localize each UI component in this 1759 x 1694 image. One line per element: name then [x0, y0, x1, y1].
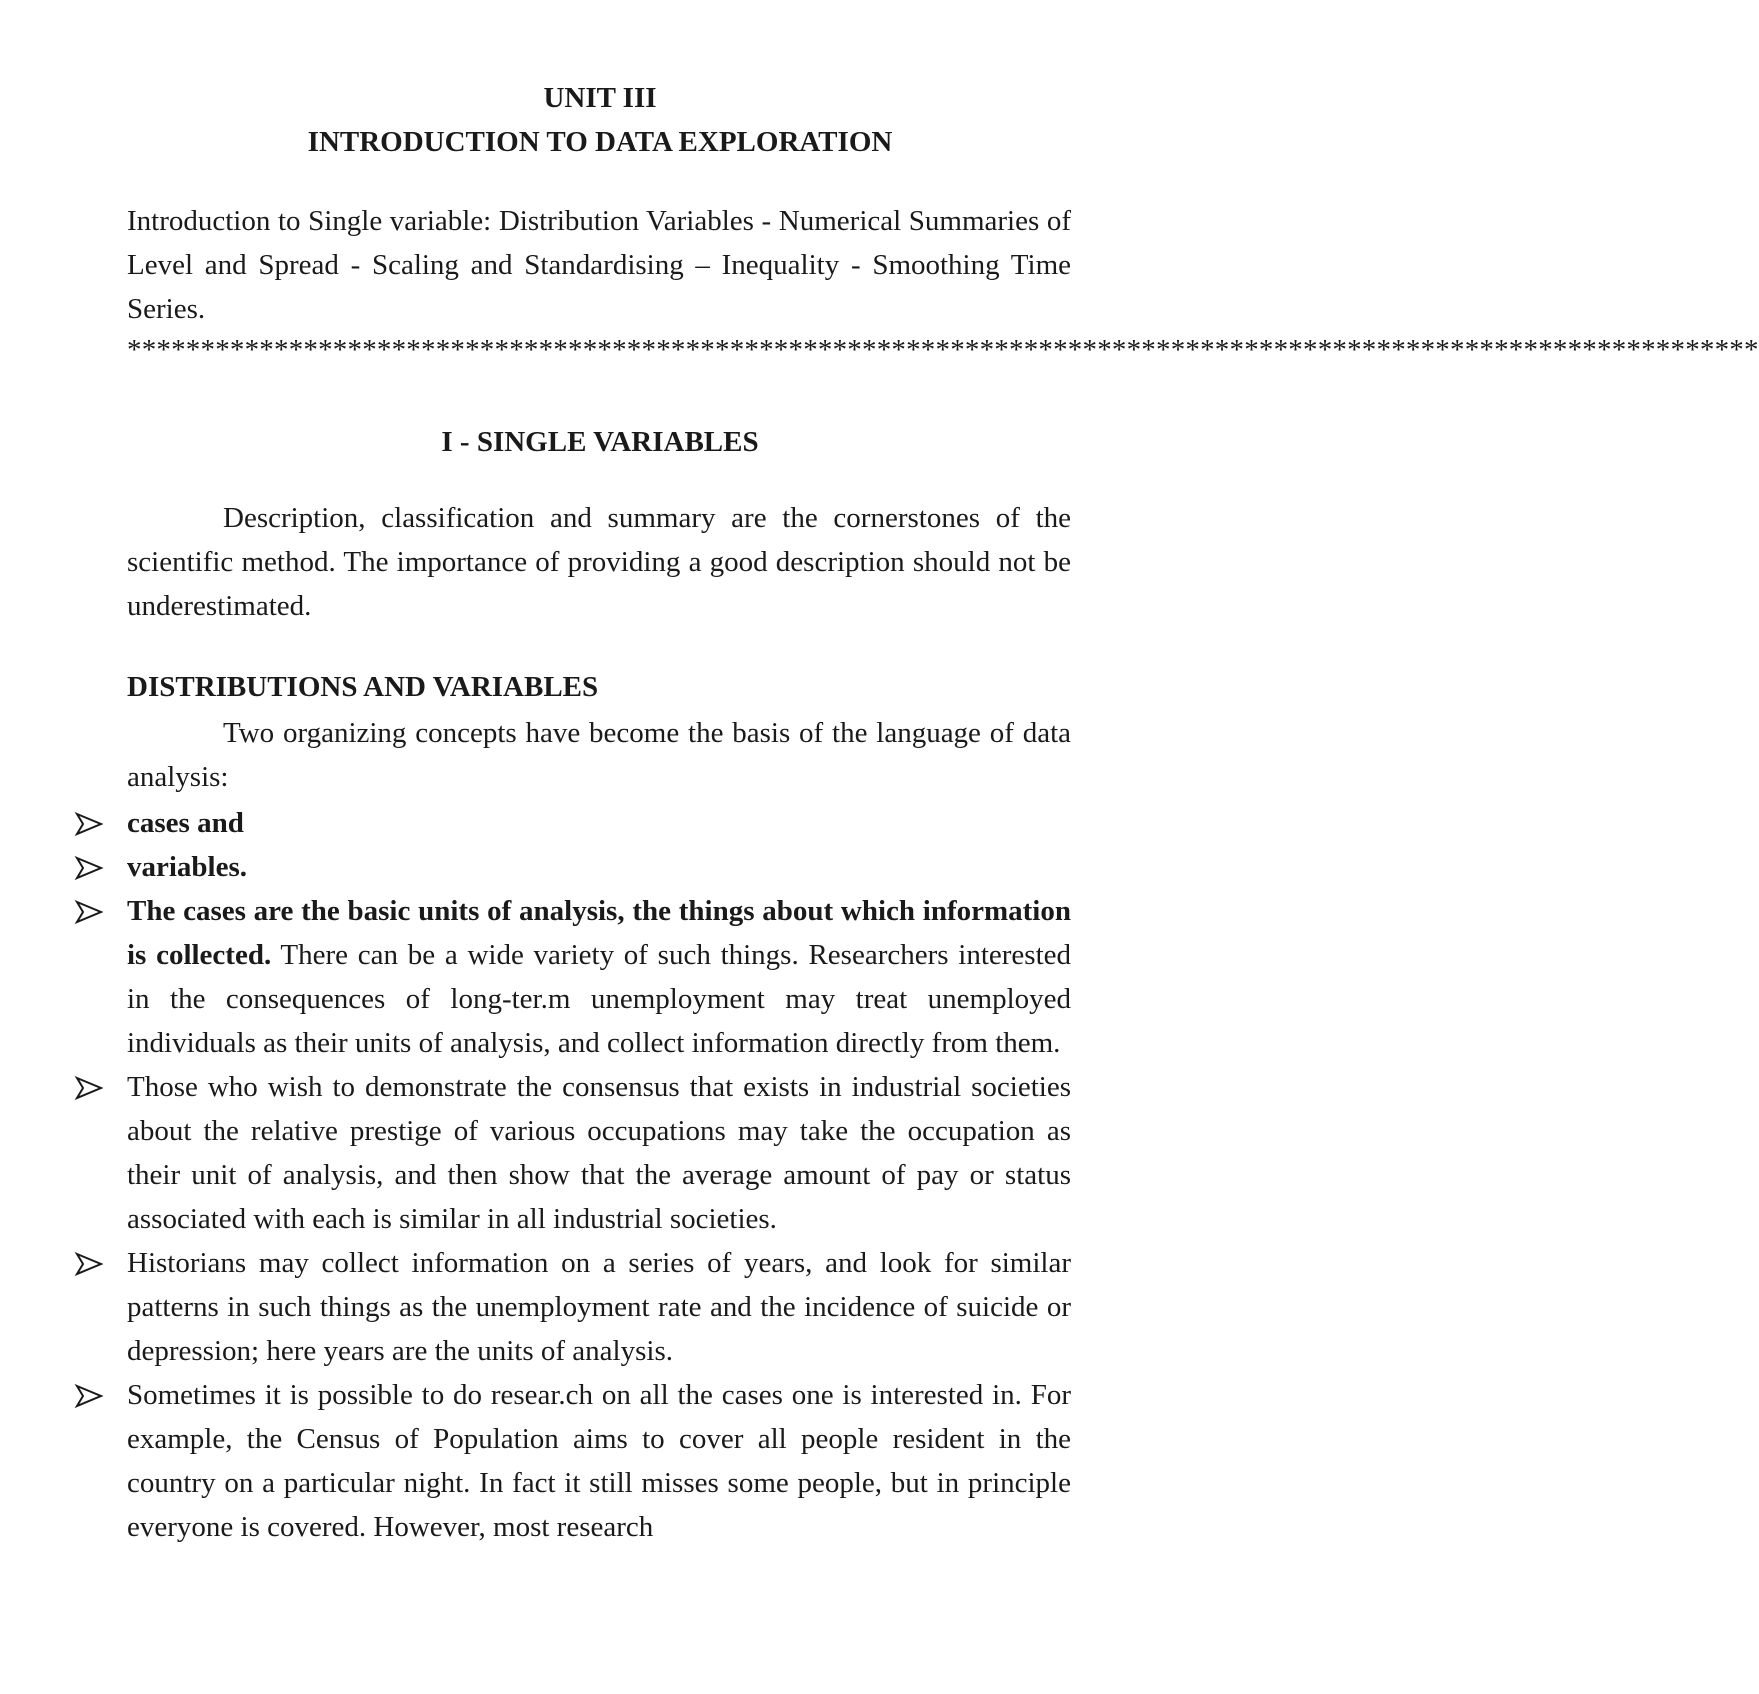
- bullet-item: [76, 801, 1071, 845]
- arrow-bullet-icon: [76, 1077, 102, 1099]
- subsection-intro-paragraph: Two organizing concepts have become the basis of the language of data analysis:: [127, 717, 1071, 793]
- unit-title: INTRODUCTION TO DATA EXPLORATION: [307, 126, 893, 158]
- bullet-bold-text: cases and: [127, 807, 244, 839]
- section-title: I - SINGLE VARIABLES: [441, 426, 759, 458]
- subsection-title: DISTRIBUTIONS AND VARIABLES: [127, 671, 599, 703]
- bullet-item: [76, 889, 1071, 1065]
- arrow-bullet-icon: [76, 813, 102, 835]
- arrow-bullet-icon: [76, 857, 102, 879]
- section-intro-paragraph: Description, classification and summary are the cornerstones of the scientific method. The importance of providing a good description should not be underestimated.: [127, 502, 1071, 622]
- bullet-item: [76, 1065, 1071, 1241]
- bullet-text: Those who wish to demonstrate the consensus that exists in industrial societies about the relative prestige of various occupations may take the occupation as their unit of analysis, and then show that the average amount of pay or status associated with each is similar in all industrial societies.: [127, 1071, 1071, 1235]
- bullet-text: There can be a wide variety of such things. Researchers interested in the consequences of long-ter.m unemployment may treat unemployed individuals as their units of analysis, and collect information directly from them.: [127, 939, 1071, 1059]
- bullet-text: Sometimes it is possible to do resear.ch on all the cases one is interested in. For example, the Census of Population aims to cover all people resident in the country on a particular night. In fact it still misses some people, but in principle everyone is covered. However, most research: [127, 1379, 1071, 1543]
- arrow-bullet-icon: [76, 1385, 102, 1407]
- arrow-bullet-icon: [76, 1253, 102, 1275]
- unit-label: UNIT III: [543, 82, 657, 114]
- bullet-item: [76, 845, 1071, 889]
- bullet-text: Historians may collect information on a series of years, and look for similar patterns in such things as the unemployment rate and the incidence of suicide or depression; here years are the units of analysis.: [127, 1247, 1071, 1367]
- separator-line: ***************************************************************************************************************: [127, 334, 1759, 366]
- arrow-bullet-icon: [76, 901, 102, 923]
- bullet-item: [76, 1373, 1071, 1549]
- bullet-item: [76, 1241, 1071, 1373]
- bullet-bold-text: variables.: [127, 851, 248, 883]
- bullet-bold-text: The cases are the basic units of analysis, the things about which information is collected.: [127, 895, 1071, 971]
- syllabus-paragraph: Introduction to Single variable: Distribution Variables - Numerical Summaries of Level and Spread - Scaling and Standardising – Inequality - Smoothing Time Series.: [127, 205, 1071, 325]
- bullet-list: [76, 801, 1071, 1549]
